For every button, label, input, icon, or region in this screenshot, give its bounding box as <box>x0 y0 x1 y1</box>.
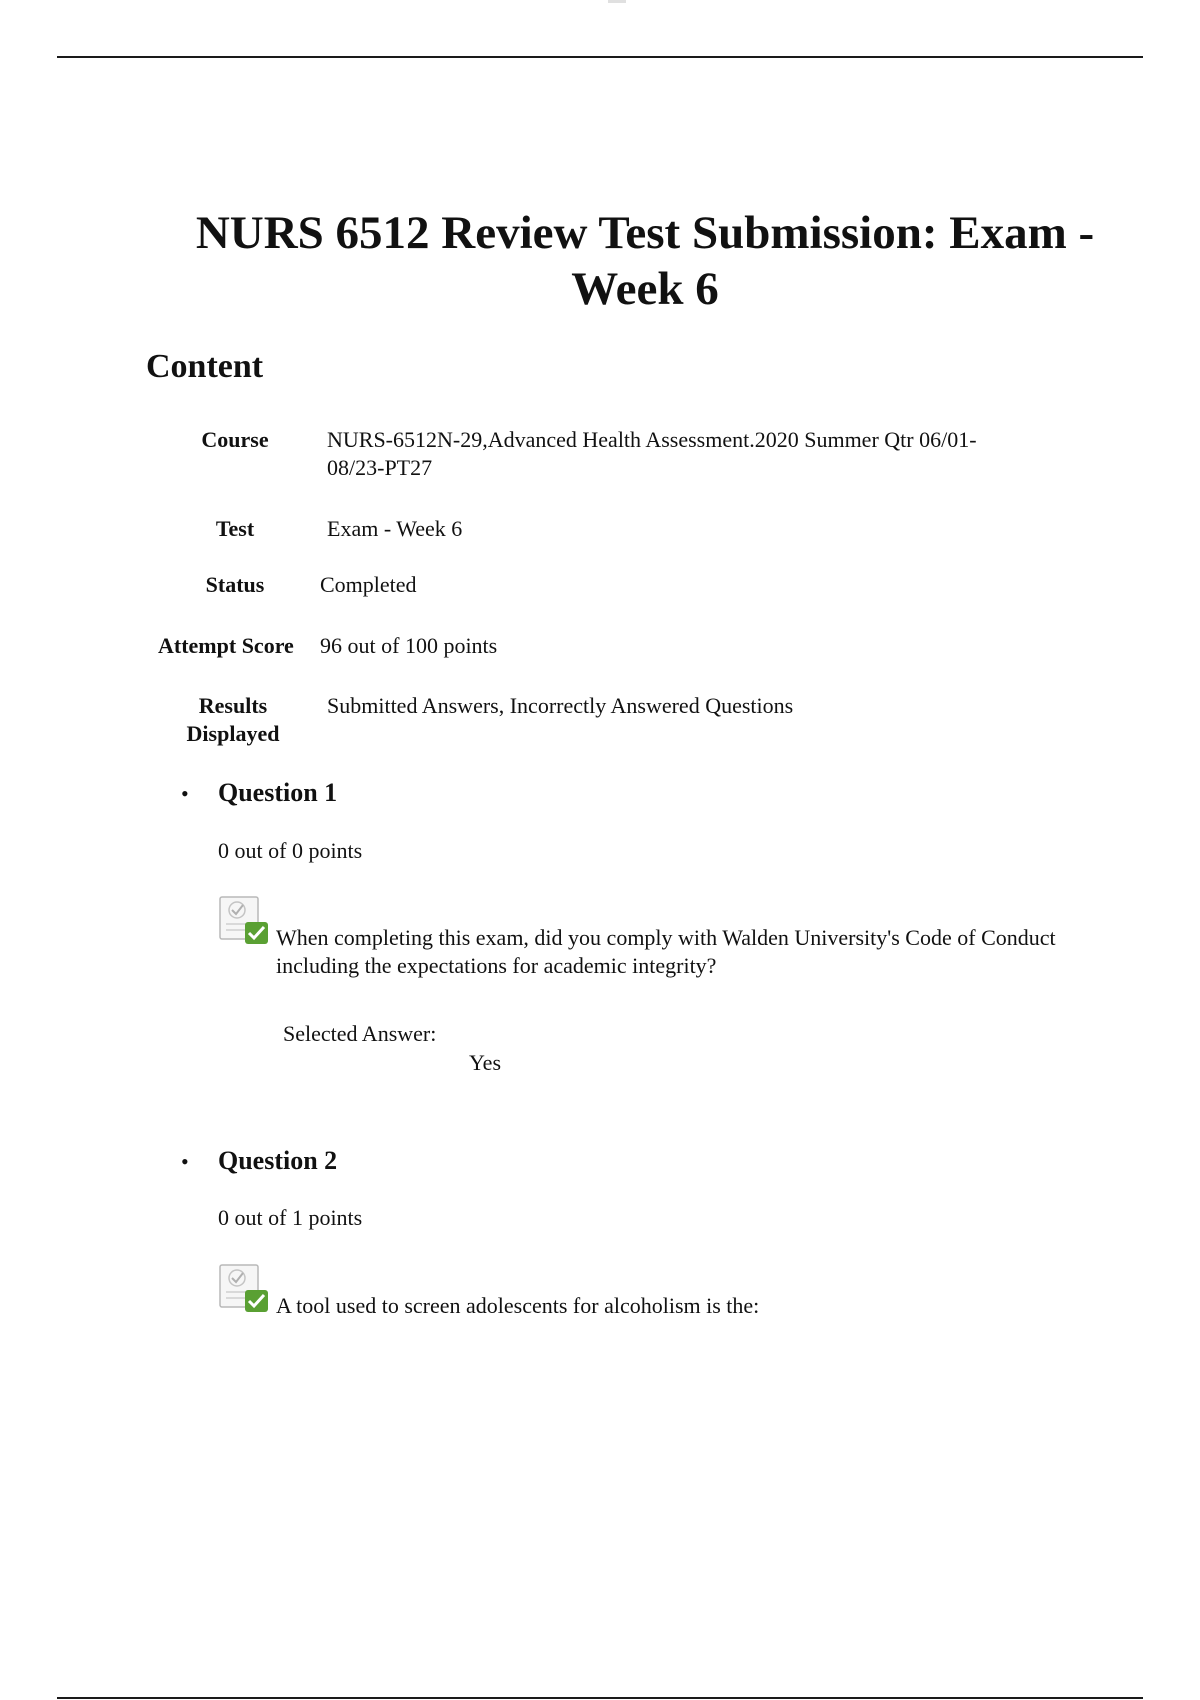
attempt-score-label: Attempt Score <box>158 633 294 658</box>
page-top-mark <box>608 0 626 3</box>
course-label: Course <box>201 427 269 452</box>
question-2-bullet: • <box>181 1149 189 1174</box>
section-heading-content: Content <box>146 348 264 385</box>
question-2-heading: Question 2 <box>218 1146 338 1175</box>
question-2-points: 0 out of 1 points <box>218 1205 363 1230</box>
page-title <box>150 205 1140 317</box>
results-displayed-label <box>170 692 296 748</box>
question-2-correct-check-icon <box>218 1262 270 1314</box>
question-1-text-line2: including the expectations for academic integrity? <box>276 953 717 978</box>
question-2-text: A tool used to screen adolescents for alcoholism is the: <box>276 1293 760 1318</box>
question-1-correct-check-icon <box>218 894 270 946</box>
test-label: Test <box>215 516 255 541</box>
course-value-line2: 08/23-PT27 <box>327 455 433 480</box>
question-1-bullet: • <box>181 781 189 806</box>
page-title-text: NURS 6512 Review Test Submission: Exam - Week 6 <box>195 207 1095 315</box>
question-1-selected-answer-label: Selected Answer: <box>283 1021 437 1046</box>
top-divider <box>57 56 1143 58</box>
bottom-divider <box>57 1697 1143 1699</box>
test-value: Exam - Week 6 <box>327 516 463 541</box>
course-value-line1: NURS-6512N-29,Advanced Health Assessment.2020 Summer Qtr 06/01- <box>327 427 977 452</box>
status-label: Status <box>205 572 265 597</box>
question-1-points: 0 out of 0 points <box>218 838 363 863</box>
course-value <box>327 426 1147 482</box>
results-displayed-label-line1: Results <box>198 693 268 718</box>
results-displayed-value: Submitted Answers, Incorrectly Answered Questions <box>327 693 794 718</box>
results-displayed-label-line2: Displayed <box>186 721 280 746</box>
attempt-score-value: 96 out of 100 points <box>320 633 498 658</box>
status-value: Completed <box>320 572 417 597</box>
question-1-text-line1: When completing this exam, did you comply with Walden University's Code of Conduct <box>276 925 1056 950</box>
question-1-text <box>276 924 1156 980</box>
question-1-selected-answer: Yes <box>469 1050 502 1075</box>
question-1-heading: Question 1 <box>218 778 338 807</box>
